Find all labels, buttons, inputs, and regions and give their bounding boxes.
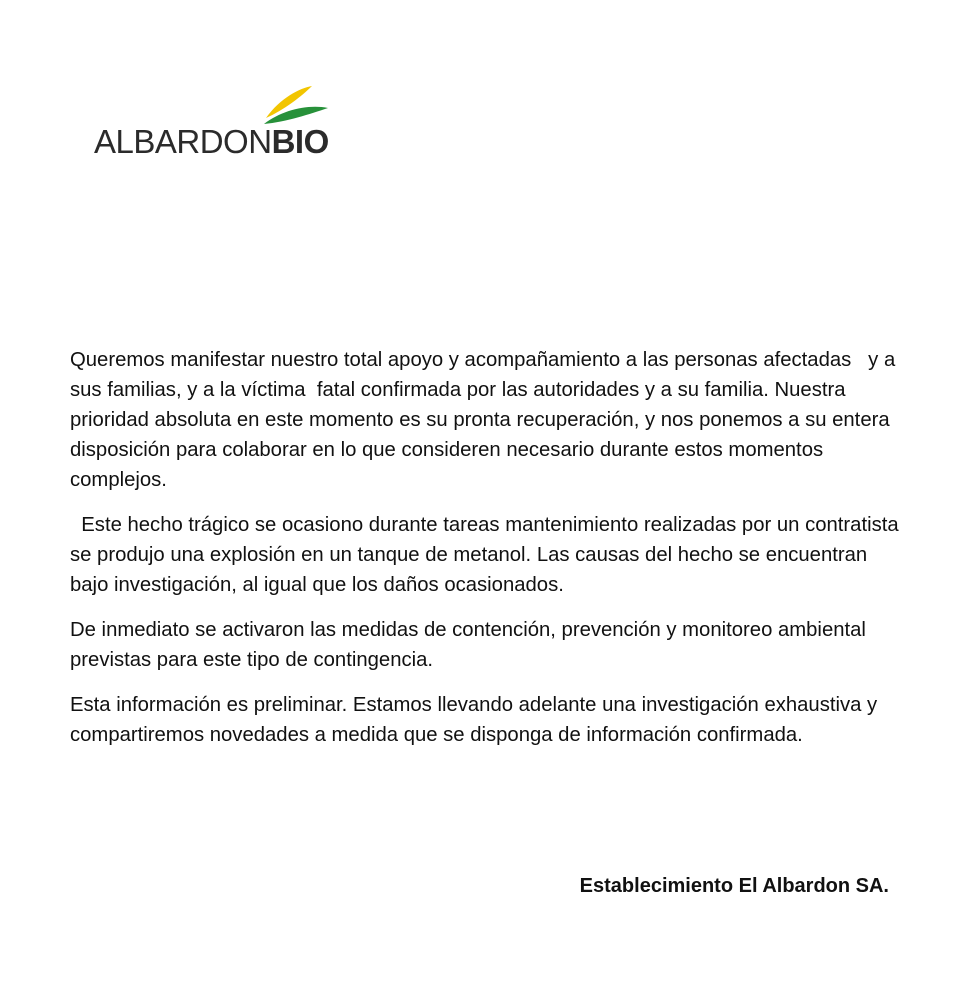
statement-paragraph-support: Queremos manifestar nuestro total apoyo y acompañamiento a las personas afectadas y a sus familias, y a la víctima fatal confirmada por las autoridades y a su familia. Nuestra prioridad absoluta en este momento es su pronta recuperación, y nos ponemos a su entera disposición para colaborar en lo que consideren necesario durante estos momentos complejos. (70, 349, 901, 491)
statement-paragraph-preliminary: Esta información es preliminar. Estamos llevando adelante una investigación exhaustiva y compartiremos novedades a medida que se disponga de información confirmada. (70, 694, 883, 746)
logo-text-bio: BIO (271, 123, 329, 160)
leaf-logo-icon (262, 84, 330, 128)
signature: Establecimiento El Albardon SA. (579, 875, 889, 897)
logo-wordmark (94, 124, 329, 160)
statement-body (70, 345, 910, 765)
company-logo (94, 84, 334, 160)
statement-paragraph-incident: Este hecho trágico se ocasiono durante tareas mantenimiento realizadas por un contratista se produjo una explosión en un tanque de metanol. Las causas del hecho se encuentran bajo investigación, al igual que los daños ocasionados. (70, 514, 905, 596)
logo-text-albardon: ALBARDON (94, 123, 272, 160)
statement-paragraph-measures: De inmediato se activaron las medidas de contención, prevención y monitoreo ambiental previstas para este tipo de contingencia. (70, 619, 872, 671)
